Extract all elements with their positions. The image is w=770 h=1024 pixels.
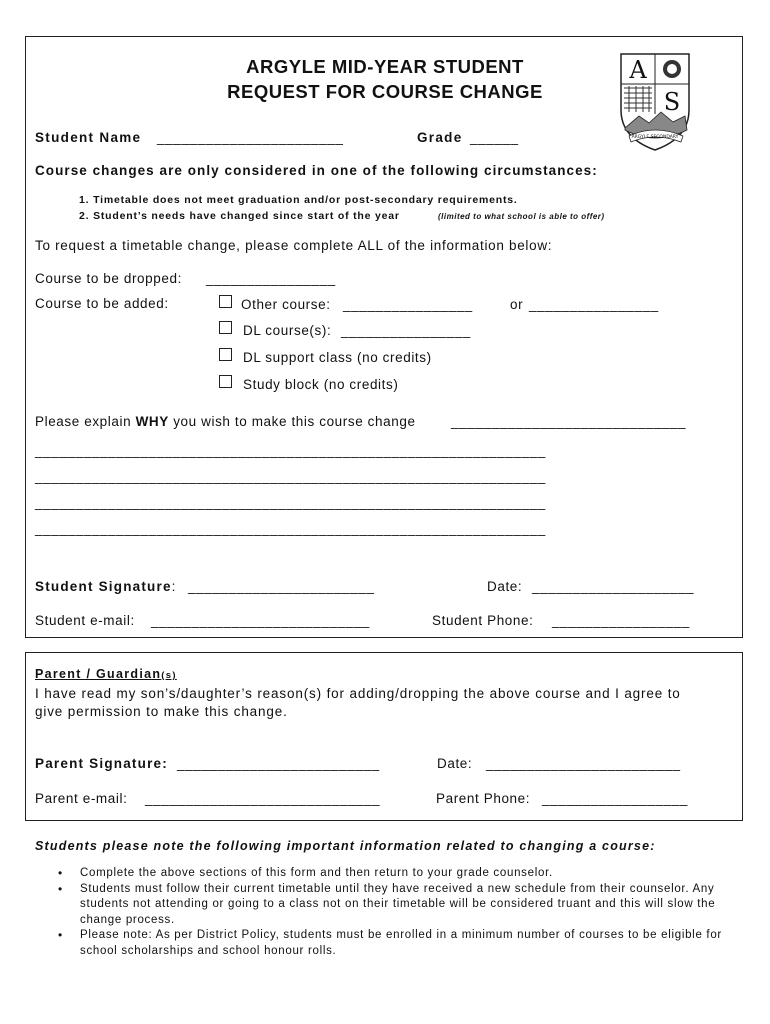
parent-statement-1: I have read my son’s/daughter’s reason(s) for adding/dropping the above course and I agree to: [35, 686, 681, 701]
parent-signature-label: Parent Signature:: [35, 756, 168, 771]
why-prefix: Please explain: [35, 414, 136, 429]
student-email-label: Student e-mail:: [35, 613, 135, 628]
grade-field[interactable]: ______: [470, 130, 519, 145]
student-name-label: Student Name: [35, 130, 142, 145]
notice-item-2: • Students must follow their current timetable until they have received a new schedule from their counselor. Any students not attending or going to a class not on their timetable will be considered truant and this will slow the change process.: [56, 882, 736, 929]
why-field[interactable]: _____________________________: [451, 414, 687, 429]
student-date-label: Date:: [487, 579, 523, 594]
circumstance-1: 1. Timetable does not meet graduation and/or post-secondary requirements.: [79, 194, 518, 206]
student-signature-row: [35, 579, 176, 594]
circumstance-2-note: (limited to what school is able to offer): [438, 212, 605, 221]
drop-label: Course to be dropped:: [35, 271, 182, 286]
crest-ribbon-text: ARGYLE SECONDARY: [631, 135, 679, 140]
form-title-line2: REQUEST FOR COURSE CHANGE: [227, 81, 543, 102]
request-intro: To request a timetable change, please complete ALL of the information below:: [35, 238, 553, 253]
student-date-field[interactable]: ____________________: [532, 579, 695, 594]
notice-item-3: • Please note: As per District Policy, students must be enrolled in a minimum number of courses to be eligible for school scholarships and school honour rolls.: [56, 928, 736, 959]
student-signature-colon: :: [171, 579, 177, 594]
other-course-checkbox[interactable]: [219, 295, 232, 308]
form-title-line1: ARGYLE MID-YEAR STUDENT: [246, 56, 524, 77]
circumstance-2: 2. Student’s needs have changed since start of the year: [79, 210, 400, 222]
why-bold: WHY: [135, 414, 169, 429]
other-course-field[interactable]: ________________: [343, 297, 473, 312]
parent-date-field[interactable]: ________________________: [486, 756, 681, 771]
parent-signature-field[interactable]: _________________________: [177, 756, 380, 771]
grade-label: Grade: [417, 130, 463, 145]
why-suffix: you wish to make this course change: [168, 414, 416, 429]
study-block-checkbox[interactable]: [219, 375, 232, 388]
student-phone-label: Student Phone:: [432, 613, 534, 628]
student-phone-field[interactable]: _________________: [552, 613, 690, 628]
parent-heading-text: Parent / Guardian: [35, 667, 162, 681]
notice-heading: Students please note the following important information related to changing a course:: [35, 839, 656, 853]
parent-date-label: Date:: [437, 756, 473, 771]
parent-heading: [35, 667, 177, 681]
why-prompt: [35, 414, 416, 429]
notice-item-1: • Complete the above sections of this form and then return to your grade counselor.: [56, 866, 736, 882]
drop-field[interactable]: ________________: [206, 271, 336, 286]
dl-support-label: DL support class (no credits): [243, 350, 432, 365]
parent-phone-field[interactable]: __________________: [542, 791, 688, 806]
student-signature-label: Student Signature: [35, 579, 172, 594]
student-name-field[interactable]: _______________________: [157, 130, 344, 145]
dl-support-checkbox[interactable]: [219, 348, 232, 361]
dl-course-checkbox[interactable]: [219, 321, 232, 334]
or-text: or: [510, 297, 524, 312]
other-course-label: Other course:: [241, 297, 331, 312]
school-crest-icon: [615, 50, 695, 155]
reason-line-4[interactable]: _______________________________________________________________: [35, 521, 546, 536]
crest-letter-s: S: [663, 88, 681, 116]
other-course-alt-field[interactable]: ________________: [529, 297, 659, 312]
notice-list: [56, 866, 736, 959]
crest-letter-a: A: [629, 56, 647, 84]
add-label: Course to be added:: [35, 296, 169, 311]
reason-line-1[interactable]: _______________________________________________________________: [35, 443, 546, 458]
student-email-field[interactable]: ___________________________: [151, 613, 370, 628]
parent-statement-2: give permission to make this change.: [35, 704, 288, 719]
parent-phone-label: Parent Phone:: [436, 791, 531, 806]
parent-email-label: Parent e-mail:: [35, 791, 128, 806]
parent-email-field[interactable]: _____________________________: [145, 791, 381, 806]
study-block-label: Study block (no credits): [243, 377, 399, 392]
dl-course-label: DL course(s):: [243, 323, 332, 338]
reason-line-2[interactable]: _______________________________________________________________: [35, 469, 546, 484]
circumstances-heading: Course changes are only considered in one of the following circumstances:: [35, 163, 598, 178]
reason-line-3[interactable]: _______________________________________________________________: [35, 495, 546, 510]
dl-course-field[interactable]: ________________: [341, 323, 471, 338]
student-signature-field[interactable]: _______________________: [188, 579, 375, 594]
parent-heading-suffix: (s): [161, 670, 177, 681]
